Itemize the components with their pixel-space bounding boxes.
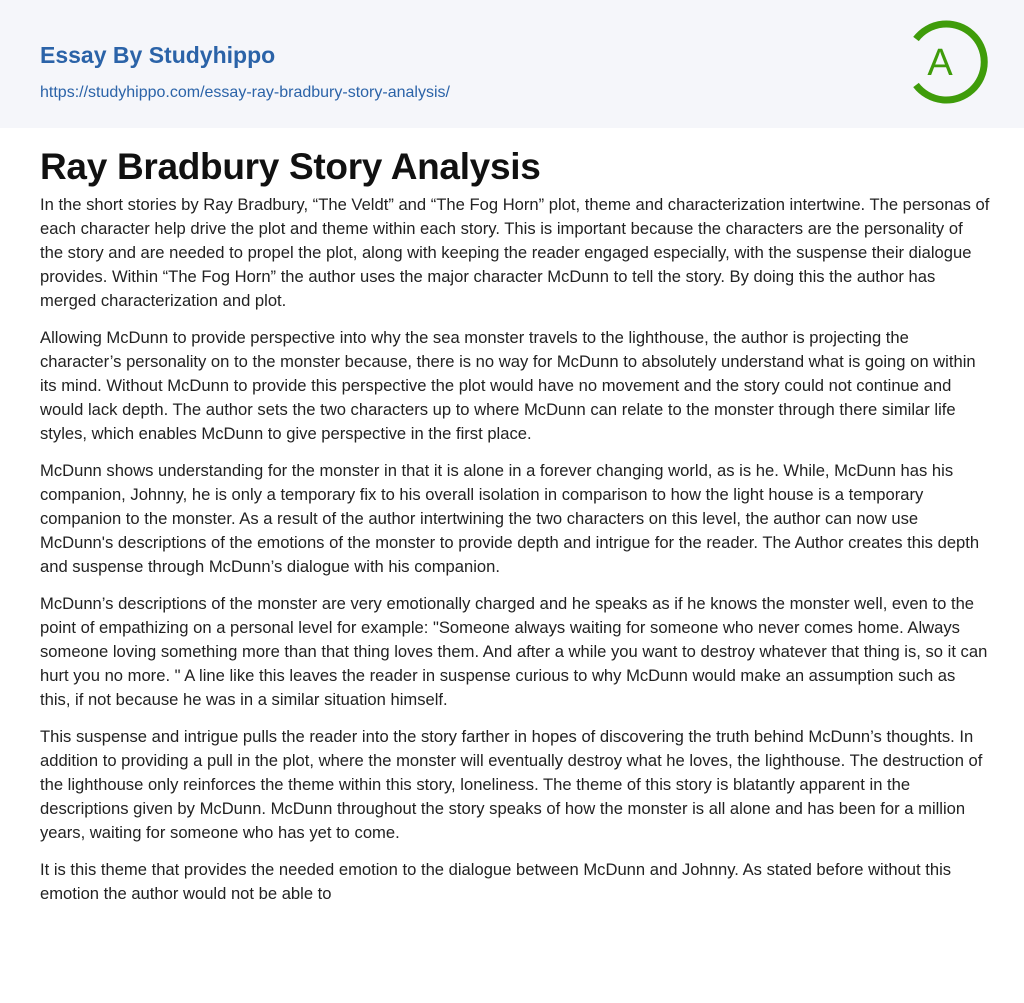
paragraph: McDunn’s descriptions of the monster are very emotionally charged and he speaks as if he knows the monster well, even to the point of empathizing on a personal level for example: "Someone always waiting for someone who never comes home. Always someone loving something more than that thing loves them. And after a while you want to destroy whatever that thing is, so it can hurt you no more. " A line like this leaves the reader in suspense curious to why McDunn would make an assumption such as this, if not because he was in a similar situation himself. xyxy=(40,594,988,709)
page-title: Ray Bradbury Story Analysis xyxy=(40,146,541,187)
studyhippo-logo-icon[interactable] xyxy=(906,19,988,105)
paragraph: In the short stories by Ray Bradbury, “The Veldt” and “The Fog Horn” plot, theme and characterization intertwine. The personas of each character help drive the plot and theme within each story. This is important because the characters are the personality of the story and are needed to propel the plot, along with keeping the reader engaged especially, with the suspense their dialogue provides. Within “The Fog Horn” the author uses the major character McDunn to tell the story. By doing this the author has merged characterization and plot. xyxy=(40,195,990,310)
brand-title: Essay By Studyhippo xyxy=(40,42,276,68)
paragraph: Allowing McDunn to provide perspective into why the sea monster travels to the lighthouse, the author is projecting the character’s personality on to the monster because, there is no way for McDunn to absolutely understand what is going on within its mind. Without McDunn to provide this perspective the plot would have no movement and the story could not continue and would lack depth. The author sets the two characters up to where McDunn can relate to the monster through there similar life styles, which enables McDunn to give perspective in the first place. xyxy=(40,328,976,443)
logo-letter: A xyxy=(927,42,953,84)
paragraph: McDunn shows understanding for the monster in that it is alone in a forever changing world, as is he. While, McDunn has his companion, Johnny, he is only a temporary fix to his overall isolation in comparison to how the light house is a temporary companion to the monster. As a result of the author intertwining the two characters on this level, the author can now use McDunn's descriptions of the emotions of the monster to provide depth and intrigue for the reader. The Author creates this depth and suspense through McDunn’s dialogue with his companion. xyxy=(40,461,980,576)
site-header xyxy=(0,0,1024,128)
paragraph: This suspense and intrigue pulls the reader into the story farther in hopes of discovering the truth behind McDunn’s thoughts. In addition to providing a pull in the plot, where the monster will eventually destroy what he loves, the lighthouse. The destruction of the lighthouse only reinforces the theme within this story, loneliness. The theme of this story is blatantly apparent in the descriptions given by McDunn. McDunn throughout the story speaks of how the monster is all alone and has been for a million years, waiting for someone who has yet to come. xyxy=(40,727,983,842)
essay-body xyxy=(40,193,990,919)
paragraph: It is this theme that provides the needed emotion to the dialogue between McDunn and Johnny. As stated before without this emotion the author would not be able to xyxy=(40,860,952,903)
essay-url-link[interactable]: https://studyhippo.com/essay-ray-bradbury-story-analysis/ xyxy=(40,84,450,101)
